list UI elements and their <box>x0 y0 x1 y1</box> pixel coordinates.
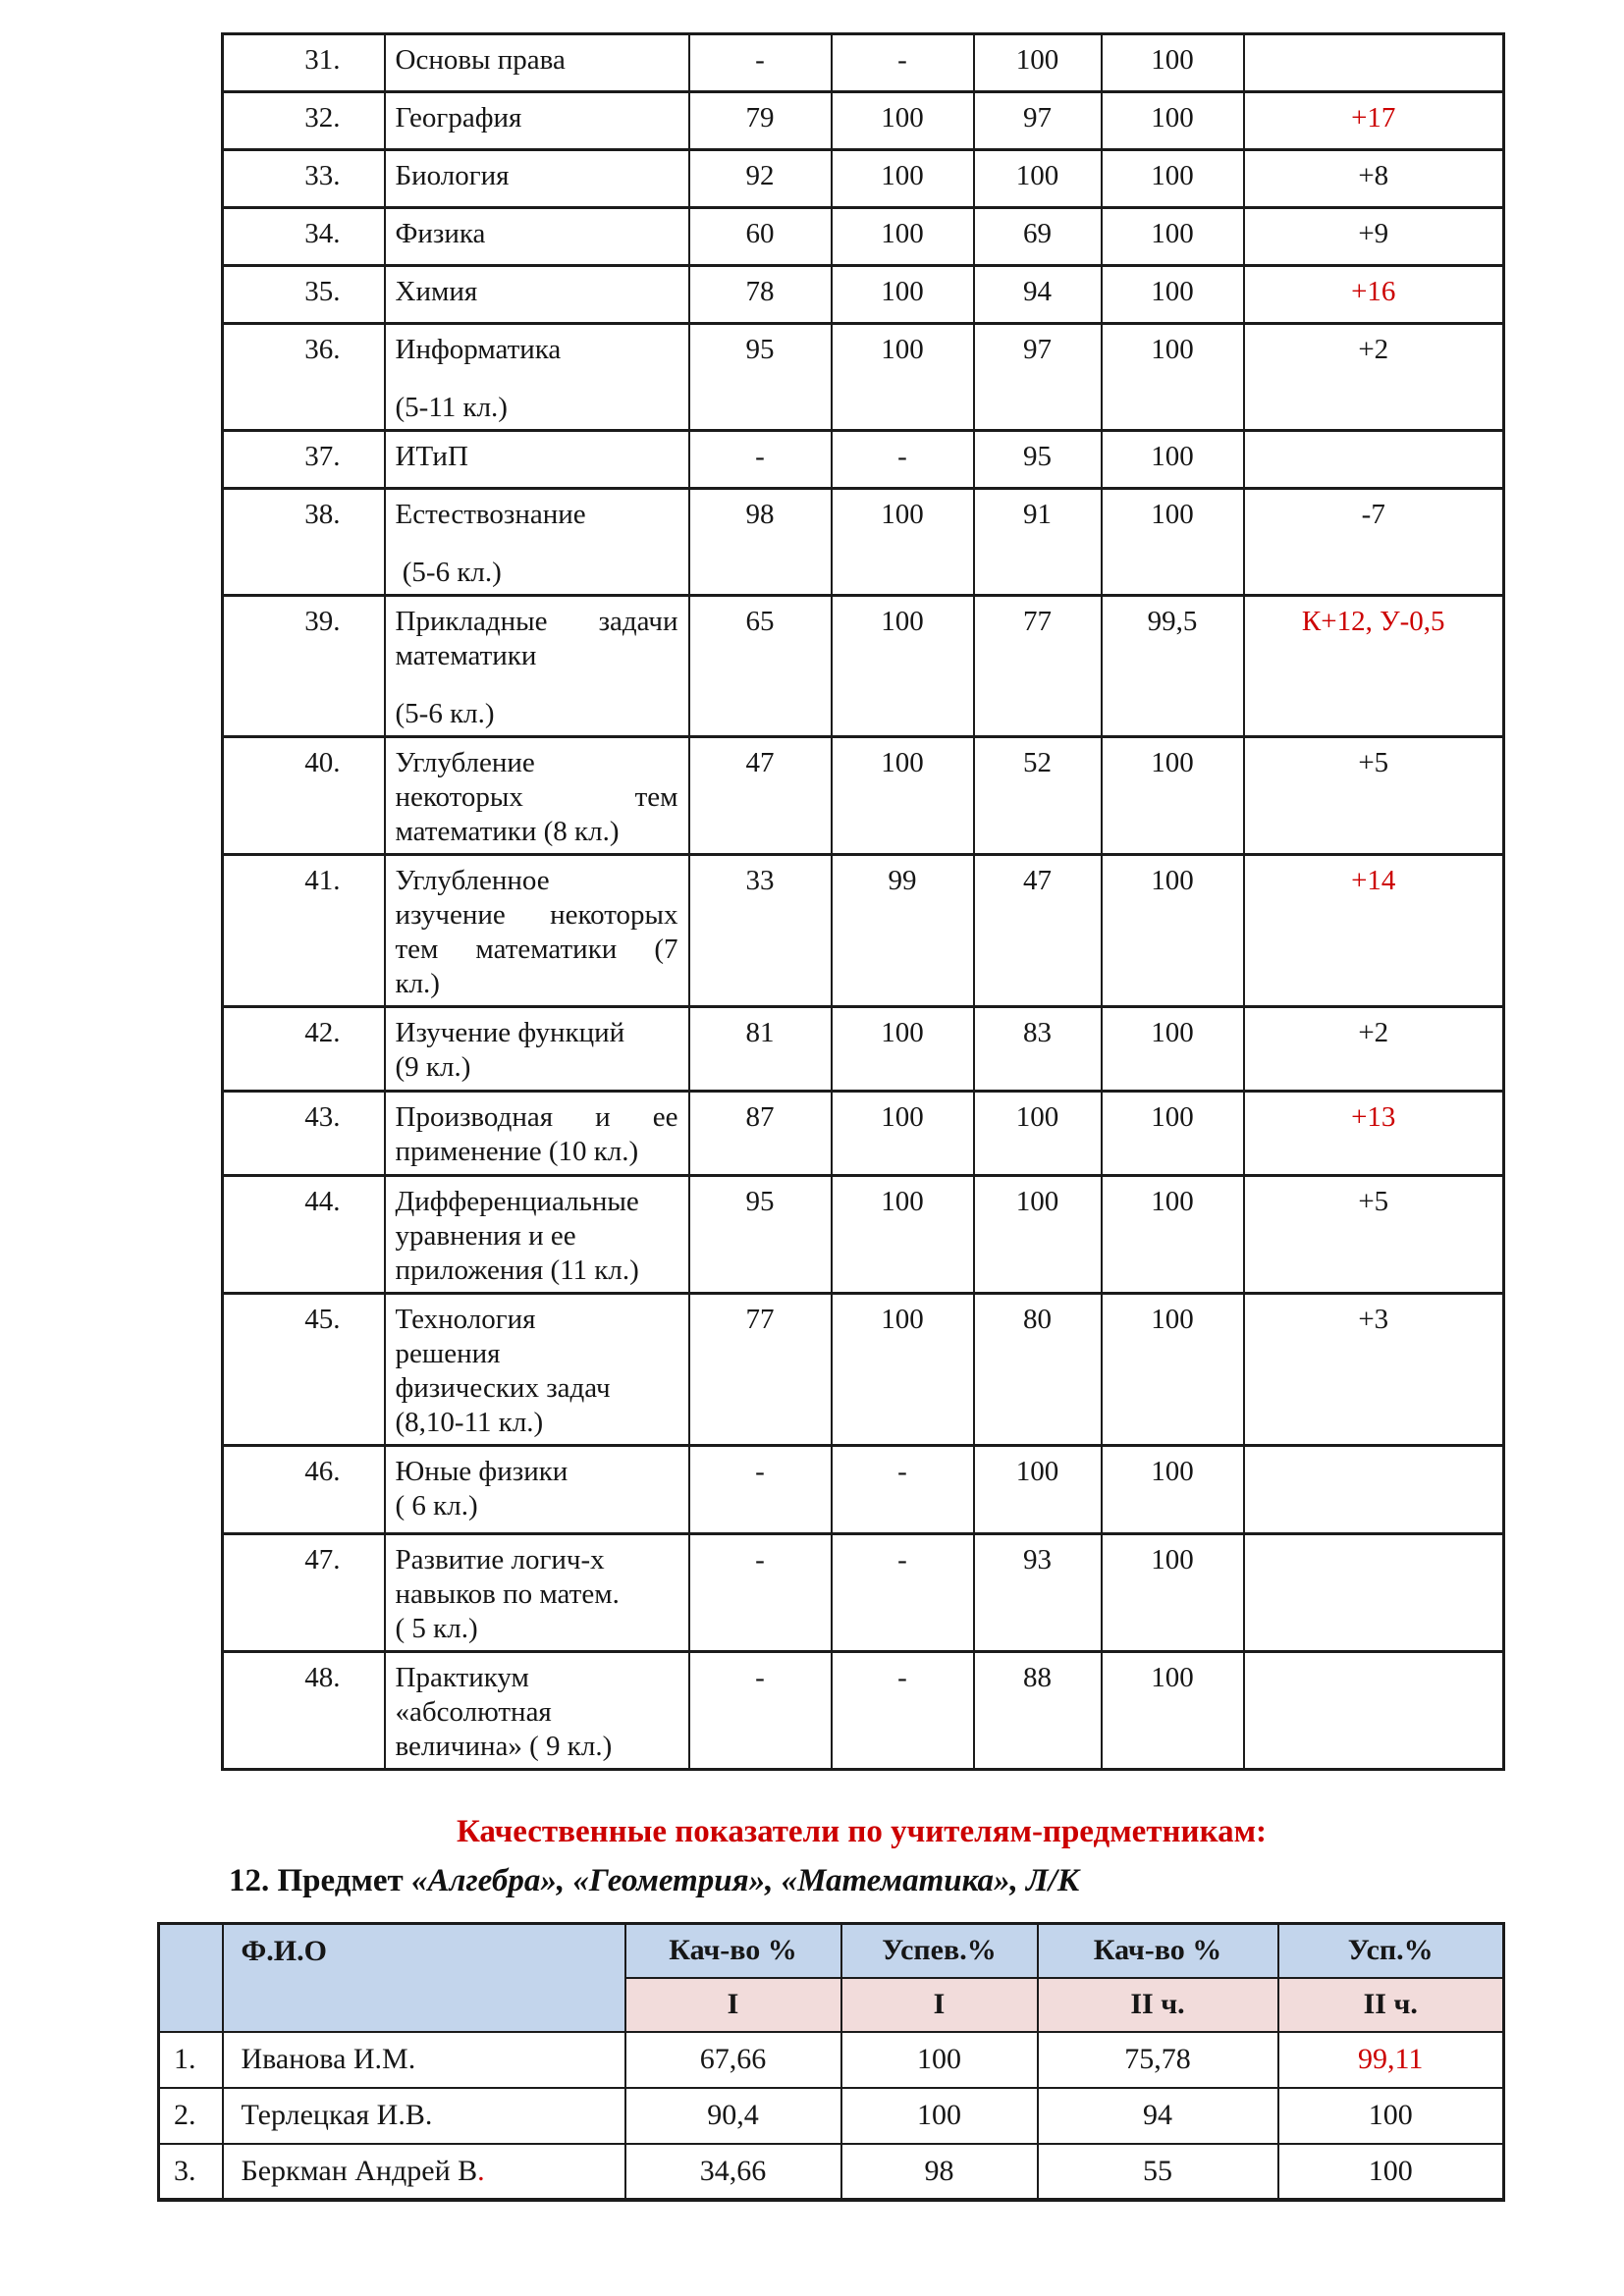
teacher-row <box>159 2088 1504 2144</box>
value-cell: 60 <box>689 208 832 266</box>
value-cell: 80 <box>974 1294 1102 1446</box>
value-cell: 100 <box>1102 1007 1244 1092</box>
teacher-name: Иванова И.М. <box>223 2032 625 2088</box>
subject-row <box>223 855 1504 1007</box>
value-cell: 95 <box>689 324 832 431</box>
value-cell: 47 <box>689 737 832 855</box>
corner-cell <box>159 1924 223 2032</box>
subject-name-cell: Основы права <box>385 34 689 92</box>
value-cell: 65 <box>689 596 832 737</box>
delta-value-cell: К+12, У-0,5 <box>1244 596 1504 737</box>
row-number: 36. <box>223 324 385 431</box>
row-number: 32. <box>223 92 385 150</box>
row-number: 46. <box>223 1446 385 1534</box>
row-number: 35. <box>223 266 385 324</box>
value-cell: 99,5 <box>1102 596 1244 737</box>
delta-value-cell: +17 <box>1244 92 1504 150</box>
subject-row <box>223 1007 1504 1092</box>
teacher-value-cell: 94 <box>1038 2088 1278 2144</box>
value-cell: 69 <box>974 208 1102 266</box>
subject-row <box>223 34 1504 92</box>
value-cell: 100 <box>1102 150 1244 208</box>
teacher-row <box>159 2032 1504 2088</box>
value-cell: - <box>689 1534 832 1652</box>
value-cell: 83 <box>974 1007 1102 1092</box>
subheading-subjects: «Алгебра», «Геометрия», «Математика», Л/К <box>411 1863 1080 1898</box>
subject-name-cell: ИТиП <box>385 431 689 489</box>
value-cell: 97 <box>974 324 1102 431</box>
teacher-name: Беркман Андрей В. <box>223 2144 625 2200</box>
value-cell: 100 <box>832 596 974 737</box>
delta-value-cell: +16 <box>1244 266 1504 324</box>
value-cell: 100 <box>832 208 974 266</box>
subject-row <box>223 596 1504 737</box>
value-cell: 100 <box>974 1176 1102 1294</box>
col-header: Успев.% <box>841 1924 1038 1978</box>
subject-name-cell: Углубленное изучение некоторых тем математики (7 кл.) <box>385 855 689 1007</box>
delta-value-cell: +8 <box>1244 150 1504 208</box>
value-cell: 100 <box>832 489 974 596</box>
subject-row <box>223 92 1504 150</box>
subject-name-cell: Дифференциальные уравнения и ее приложения (11 кл.) <box>385 1176 689 1294</box>
value-cell: - <box>689 1652 832 1770</box>
value-cell: 100 <box>1102 34 1244 92</box>
value-cell: 100 <box>1102 1652 1244 1770</box>
fio-header: Ф.И.О <box>223 1924 625 2032</box>
value-cell: 91 <box>974 489 1102 596</box>
value-cell: 97 <box>974 92 1102 150</box>
row-number: 31. <box>223 34 385 92</box>
delta-value-cell: +3 <box>1244 1294 1504 1446</box>
row-number: 39. <box>223 596 385 737</box>
subject-row <box>223 1534 1504 1652</box>
subject-name-cell: Прикладные задачи математики (5-6 кл.) <box>385 596 689 737</box>
delta-value-cell <box>1244 1652 1504 1770</box>
period-header: II ч. <box>1278 1978 1504 2032</box>
value-cell: 100 <box>1102 266 1244 324</box>
row-number: 44. <box>223 1176 385 1294</box>
value-cell: 52 <box>974 737 1102 855</box>
teacher-row-number: 1. <box>159 2032 223 2088</box>
row-number: 37. <box>223 431 385 489</box>
subject-row <box>223 150 1504 208</box>
delta-value-cell: +14 <box>1244 855 1504 1007</box>
value-cell: 100 <box>832 737 974 855</box>
subject-row <box>223 737 1504 855</box>
value-cell: 88 <box>974 1652 1102 1770</box>
value-cell: 100 <box>1102 1294 1244 1446</box>
subject-name-cell: Углубление некоторых тем математики (8 кл.) <box>385 737 689 855</box>
delta-value-cell: -7 <box>1244 489 1504 596</box>
value-cell: 99 <box>832 855 974 1007</box>
period-header: I <box>841 1978 1038 2032</box>
subject-name-cell: Физика <box>385 208 689 266</box>
delta-value-cell: +5 <box>1244 1176 1504 1294</box>
col-header: Кач-во % <box>625 1924 841 1978</box>
value-cell: - <box>689 1446 832 1534</box>
teachers-tbody <box>159 2032 1504 2200</box>
value-cell: 100 <box>974 34 1102 92</box>
value-cell: 100 <box>832 1176 974 1294</box>
period-header: I <box>625 1978 841 2032</box>
teacher-name: Терлецкая И.В. <box>223 2088 625 2144</box>
value-cell: - <box>689 431 832 489</box>
value-cell: - <box>689 34 832 92</box>
subjects-table-container <box>221 32 1505 1771</box>
subject-row <box>223 266 1504 324</box>
delta-value-cell: +2 <box>1244 1007 1504 1092</box>
value-cell: 93 <box>974 1534 1102 1652</box>
subject-row <box>223 431 1504 489</box>
period-header: II ч. <box>1038 1978 1278 2032</box>
value-cell: - <box>832 1446 974 1534</box>
row-number: 38. <box>223 489 385 596</box>
teacher-value-cell: 34,66 <box>625 2144 841 2200</box>
teacher-value-cell: 100 <box>1278 2088 1504 2144</box>
section-heading: Качественные показатели по учителям-предметникам: <box>456 1814 1268 1849</box>
value-cell: 100 <box>832 150 974 208</box>
teachers-table-container <box>157 1922 1505 2202</box>
subject-name-cell: Биология <box>385 150 689 208</box>
value-cell: 100 <box>1102 489 1244 596</box>
teacher-row-number: 2. <box>159 2088 223 2144</box>
delta-value-cell <box>1244 1534 1504 1652</box>
value-cell: 100 <box>974 150 1102 208</box>
subjects-tbody <box>223 34 1504 1770</box>
value-cell: 100 <box>1102 324 1244 431</box>
delta-value-cell: +9 <box>1244 208 1504 266</box>
teachers-table <box>157 1922 1505 2202</box>
subject-subheading <box>229 1863 1603 1899</box>
subject-name-cell: Практикум «абсолютная величина» ( 9 кл.) <box>385 1652 689 1770</box>
value-cell: 100 <box>832 324 974 431</box>
value-cell: 33 <box>689 855 832 1007</box>
row-number: 41. <box>223 855 385 1007</box>
value-cell: 100 <box>1102 1176 1244 1294</box>
value-cell: 47 <box>974 855 1102 1007</box>
delta-value-cell <box>1244 1446 1504 1534</box>
value-cell: 77 <box>689 1294 832 1446</box>
teacher-value-cell: 100 <box>841 2088 1038 2144</box>
value-cell: 94 <box>974 266 1102 324</box>
value-cell: 100 <box>1102 855 1244 1007</box>
value-cell: 100 <box>832 1294 974 1446</box>
row-number: 40. <box>223 737 385 855</box>
subject-name-cell: География <box>385 92 689 150</box>
value-cell: 100 <box>832 266 974 324</box>
value-cell: 100 <box>1102 208 1244 266</box>
teacher-row <box>159 2144 1504 2200</box>
delta-value-cell <box>1244 34 1504 92</box>
teachers-header-row <box>159 1924 1504 1978</box>
row-number: 47. <box>223 1534 385 1652</box>
subject-name-cell: Химия <box>385 266 689 324</box>
value-cell: 92 <box>689 150 832 208</box>
value-cell: 100 <box>1102 431 1244 489</box>
subject-row <box>223 208 1504 266</box>
subheading-prefix: 12. Предмет <box>229 1863 412 1898</box>
value-cell: 100 <box>832 92 974 150</box>
teacher-value-cell: 100 <box>841 2032 1038 2088</box>
value-cell: - <box>832 431 974 489</box>
subject-name-cell: Производная и ее применение (10 кл.) <box>385 1092 689 1176</box>
value-cell: 100 <box>1102 737 1244 855</box>
value-cell: 100 <box>1102 1092 1244 1176</box>
delta-value-cell: +13 <box>1244 1092 1504 1176</box>
teacher-value-cell: 75,78 <box>1038 2032 1278 2088</box>
row-number: 45. <box>223 1294 385 1446</box>
value-cell: 100 <box>974 1446 1102 1534</box>
value-cell: - <box>832 1534 974 1652</box>
teacher-value-cell: 98 <box>841 2144 1038 2200</box>
value-cell: 100 <box>974 1092 1102 1176</box>
row-number: 48. <box>223 1652 385 1770</box>
value-cell: 100 <box>1102 1446 1244 1534</box>
col-header: Кач-во % <box>1038 1924 1278 1978</box>
value-cell: 81 <box>689 1007 832 1092</box>
value-cell: 95 <box>974 431 1102 489</box>
row-number: 42. <box>223 1007 385 1092</box>
delta-value-cell: +2 <box>1244 324 1504 431</box>
teacher-value-cell: 99,11 <box>1278 2032 1504 2088</box>
row-number: 33. <box>223 150 385 208</box>
value-cell: 95 <box>689 1176 832 1294</box>
value-cell: - <box>832 1652 974 1770</box>
value-cell: 78 <box>689 266 832 324</box>
value-cell: 87 <box>689 1092 832 1176</box>
subject-row <box>223 1652 1504 1770</box>
subject-name-cell: Естествознание (5-6 кл.) <box>385 489 689 596</box>
value-cell: - <box>832 34 974 92</box>
value-cell: 100 <box>1102 92 1244 150</box>
subjects-table <box>221 32 1505 1771</box>
value-cell: 100 <box>832 1092 974 1176</box>
subject-name-cell: Информатика (5-11 кл.) <box>385 324 689 431</box>
subject-row <box>223 324 1504 431</box>
row-number: 34. <box>223 208 385 266</box>
value-cell: 79 <box>689 92 832 150</box>
delta-value-cell: +5 <box>1244 737 1504 855</box>
subject-row <box>223 1294 1504 1446</box>
subject-name-cell: Юные физики ( 6 кл.) <box>385 1446 689 1534</box>
delta-value-cell <box>1244 431 1504 489</box>
teacher-value-cell: 90,4 <box>625 2088 841 2144</box>
teacher-value-cell: 55 <box>1038 2144 1278 2200</box>
value-cell: 98 <box>689 489 832 596</box>
subject-name-cell: Технология решения физических задач (8,10-11 кл.) <box>385 1294 689 1446</box>
value-cell: 77 <box>974 596 1102 737</box>
teacher-value-cell: 67,66 <box>625 2032 841 2088</box>
subject-row <box>223 489 1504 596</box>
subject-row <box>223 1446 1504 1534</box>
value-cell: 100 <box>1102 1534 1244 1652</box>
row-number: 43. <box>223 1092 385 1176</box>
subject-name-cell: Развитие логич-х навыков по матем. ( 5 кл.) <box>385 1534 689 1652</box>
subject-name-cell: Изучение функций (9 кл.) <box>385 1007 689 1092</box>
subject-row <box>223 1092 1504 1176</box>
teacher-row-number: 3. <box>159 2144 223 2200</box>
value-cell: 100 <box>832 1007 974 1092</box>
teacher-value-cell: 100 <box>1278 2144 1504 2200</box>
col-header: Усп.% <box>1278 1924 1504 1978</box>
subject-row <box>223 1176 1504 1294</box>
